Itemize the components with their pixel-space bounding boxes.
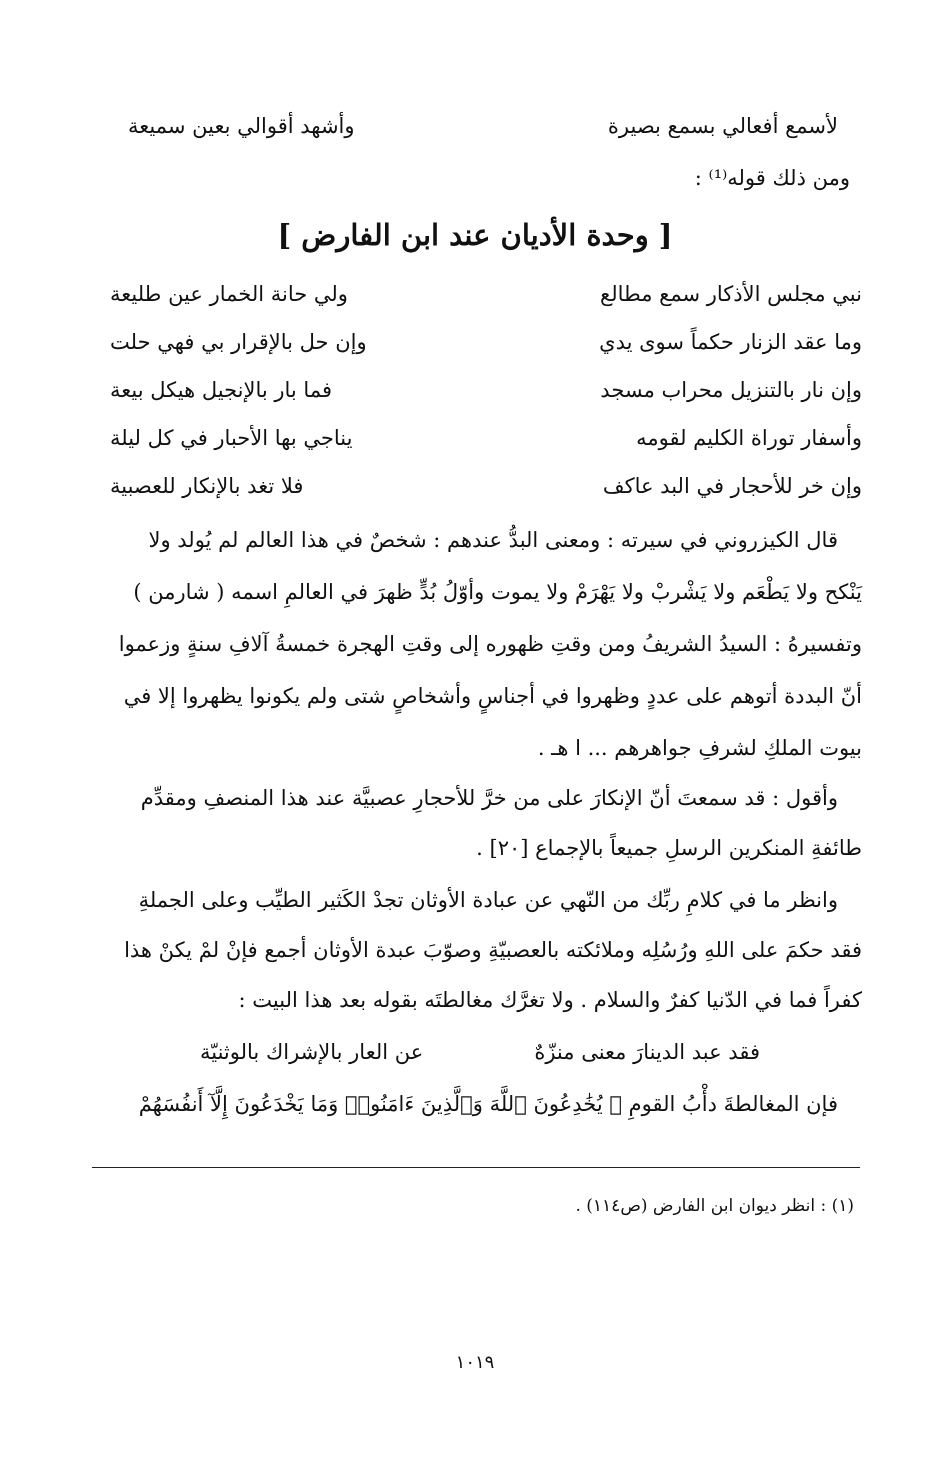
footnote: (١) : انظر ديوان ابن الفارض (ص١١٤) .	[575, 1196, 854, 1216]
paragraph-line: كفراً فما في الدّنيا كفرٌ والسلام . ولا تغرَّك مغالطتَه بقوله بعد هذا البيت :	[238, 988, 862, 1012]
quoted-verse	[200, 1040, 760, 1064]
poem-verse	[110, 378, 862, 402]
poem-verse	[110, 426, 862, 450]
footnote-divider	[92, 1167, 860, 1168]
paragraph-line: أنّ البددة أتوهم على عددٍ وظهروا في أجناسٍ وأشخاصٍ شتى ولم يكونوا يظهروا إلا في	[123, 684, 862, 708]
intro-line: ومن ذلك قوله⁽¹⁾ :	[694, 166, 850, 190]
verse-second-hemistich: فلا تغد بالإنكار للعصبية	[110, 474, 304, 498]
verse-second-hemistich: عن العار بالإشراك بالوثنيّة	[200, 1040, 424, 1064]
paragraph-line: طائفةِ المنكرين الرسلِ جميعاً بالإجماع [٢٠] .	[476, 836, 862, 860]
section-heading: [ وحدة الأديان عند ابن الفارض ]	[277, 218, 673, 252]
paragraph-line: وأقول : قد سمعتَ أنّ الإنكارَ على من خرَّ للأحجارِ عصبيَّة عند هذا المنصفِ ومقدِّم	[140, 786, 838, 810]
opening-verse	[128, 114, 838, 138]
paragraph-line: وانظر ما في كلامِ ربِّك من النّهي عن عبادة الأوثان تجدْ الكَثير الطيِّب وعلى الجملةِ	[138, 888, 838, 912]
verse-second-hemistich: وأشهد أقوالي بعين سميعة	[128, 114, 355, 138]
poem-verse	[110, 474, 862, 498]
verse-first-hemistich: نبي مجلس الأذكار سمع مطالع	[600, 282, 862, 306]
page-number: ١٠١٩	[455, 1352, 495, 1373]
paragraph-line: قال الكيزروني في سيرته : ومعنى البدُّ عندهم : شخصٌ في هذا العالم لم يُولد ولا	[148, 528, 838, 552]
verse-first-hemistich: لأسمع أفعالي بسمع بصيرة	[607, 114, 838, 138]
verse-first-hemistich: وإن نار بالتنزيل محراب مسجد	[600, 378, 862, 402]
poem-verse	[110, 282, 862, 306]
closing-line: فإن المغالطةَ دأْبُ القومِ ﴿ يُخَٰدِعُونَ ٱللَّهَ وَٱلَّذِينَ ءَامَنُوا۟ وَمَا يَخْدَعُونَ إِلَّآ أَنفُسَهُمْ	[138, 1092, 838, 1116]
paragraph-line: فقد حكمَ على اللهِ ورُسُلِه وملائكته بالعصبيّةِ وصوّبَ عبدة الأوثان أجمع فإنْ لمْ يكنْ هذا	[124, 938, 862, 962]
verse-first-hemistich: وأسفار توراة الكليم لقومه	[636, 426, 862, 450]
paragraph-line: يَنْكح ولا يَطْعَم ولا يَشْربْ ولا يَهْرَمْ ولا يموت وأوّلُ بُدٍّ ظهرَ في العالمِ اسمه ( شارمن )	[133, 580, 862, 604]
verse-second-hemistich: وإن حل بالإقرار بي فهي حلت	[110, 330, 367, 354]
verse-second-hemistich: ولي حانة الخمار عين طليعة	[110, 282, 348, 306]
verse-first-hemistich: وما عقد الزنار حكماً سوى يدي	[599, 330, 862, 354]
paragraph-line: وتفسيرهُ : السيدُ الشريفُ ومن وقتِ ظهوره إلى وقتِ الهجرة خمسةُ آلافِ سنةٍ وزعموا	[118, 632, 862, 656]
verse-second-hemistich: يناجي بها الأحبار في كل ليلة	[110, 426, 353, 450]
paragraph-line: بيوت الملكِ لشرفِ جواهرهم ... ا هـ .	[537, 736, 862, 760]
verse-first-hemistich: فقد عبد الدينارَ معنى منزّهٌ	[534, 1040, 760, 1064]
verse-first-hemistich: وإن خر للأحجار في البد عاكف	[602, 474, 862, 498]
poem-verse	[110, 330, 862, 354]
verse-second-hemistich: فما بار بالإنجيل هيكل بيعة	[110, 378, 333, 402]
